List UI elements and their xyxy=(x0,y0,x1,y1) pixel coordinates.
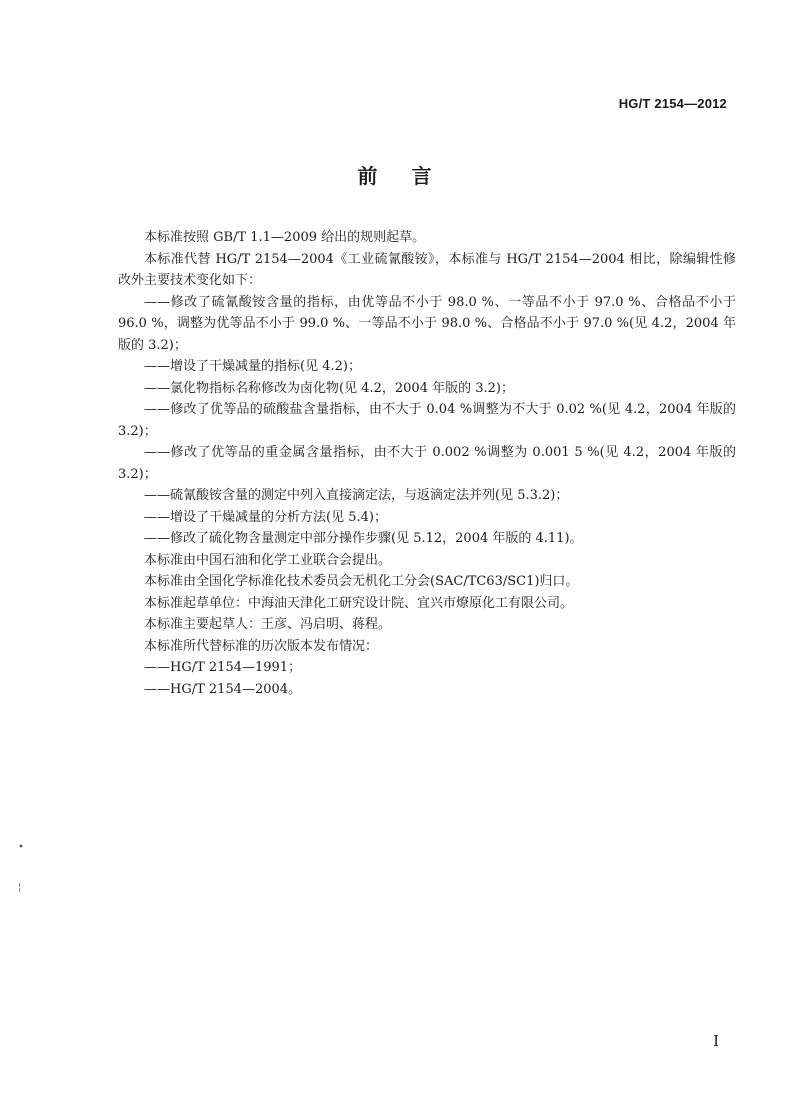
scan-tick-icon: ¦ xyxy=(18,882,22,893)
drafting-units-statement: 本标准起草单位：中海油天津化工研究设计院、宜兴市燎原化工有限公司。 xyxy=(144,595,574,611)
foreword-body xyxy=(118,227,736,700)
change-item-5: ——修改了优等品的重金属含量指标，由不大于 0.002 %调整为 0.001 5 %(见 4.2，2004 年版的 3.2)； xyxy=(118,445,736,482)
centralized-unit-statement: 本标准由全国化学标准化技术委员会无机化工分会(SAC/TC63/SC1)归口。 xyxy=(144,574,579,589)
history-item-2: ——HG/T 2154—2004。 xyxy=(144,681,302,697)
proposer-statement: 本标准由中国石油和化学工业联合会提出。 xyxy=(144,552,392,568)
change-item-7: ——增设了干燥减量的分析方法(见 5.4)； xyxy=(144,509,387,525)
scan-margin-marks xyxy=(18,828,24,908)
change-item-1: ——修改了硫氰酸铵含量的指标，由优等品不小于 98.0 %、一等品不小于 97.0 %、合格品不小于 96.0 %，调整为优等品不小于 99.0 %、一等品不小于 98.0 %、合格品不小于 97.0 %(见 4.2，2004 年版的 3.2)； xyxy=(118,294,736,353)
history-item-1: ——HG/T 2154—1991； xyxy=(144,660,302,675)
drafters-statement: 本标准主要起草人：王彦、冯启明、蒋程。 xyxy=(144,617,392,632)
change-item-8: ——修改了硫化物含量测定中部分操作步骤(见 5.12，2004 年版的 4.11)。 xyxy=(144,531,583,546)
page-number: I xyxy=(713,1032,719,1050)
change-item-2: ——增设了干燥减量的指标(见 4.2)； xyxy=(144,359,361,374)
paragraph-1: 本标准按照 GB/T 1.1—2009 给出的规则起草。 xyxy=(144,230,426,245)
history-heading: 本标准所代替标准的历次版本发布情况： xyxy=(144,638,379,654)
change-item-3: ——氯化物指标名称修改为卤化物(见 4.2，2004 年版的 3.2)； xyxy=(144,380,514,396)
change-item-6: ——硫氰酸铵含量的测定中列入直接滴定法，与返滴定法并列(见 5.3.2)； xyxy=(144,488,569,503)
page-title: 前言 xyxy=(357,164,466,188)
change-item-4: ——修改了优等品的硫酸盐含量指标，由不大于 0.04 %调整为不大于 0.02 %(见 4.2，2004 年版的 3.2)； xyxy=(118,402,736,439)
scan-dot-icon: • xyxy=(18,842,24,853)
standard-code: HG/T 2154—2012 xyxy=(618,96,727,111)
paragraph-2: 本标准代替 HG/T 2154—2004《工业硫氰酸铵》，本标准与 HG/T 2154—2004 相比，除编辑性修改外主要技术变化如下： xyxy=(118,251,736,288)
